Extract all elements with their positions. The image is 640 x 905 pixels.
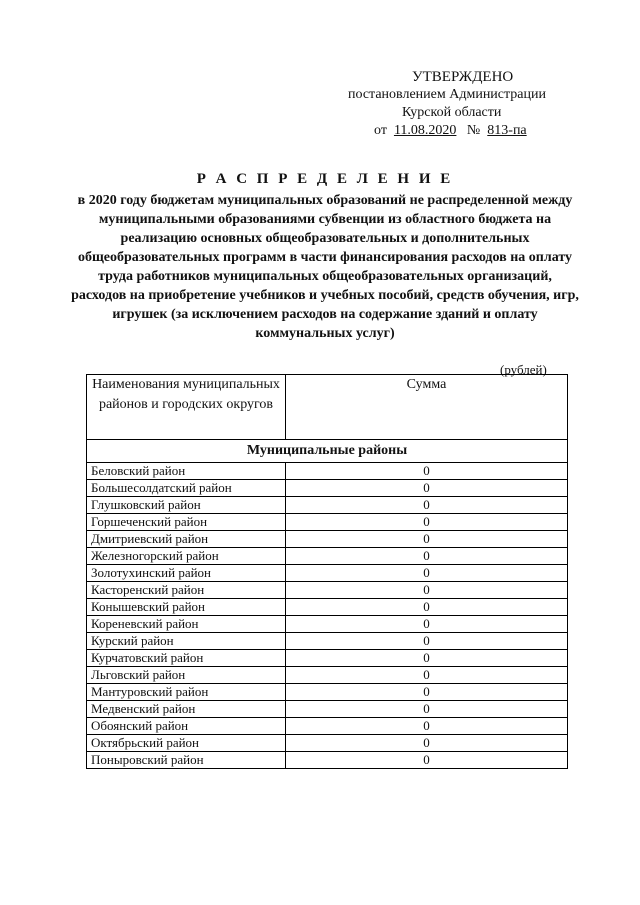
row-sum: 0 bbox=[286, 480, 568, 497]
table-row bbox=[87, 684, 568, 701]
header-sum: Сумма bbox=[286, 375, 568, 440]
table-row bbox=[87, 480, 568, 497]
table-row bbox=[87, 633, 568, 650]
row-sum: 0 bbox=[286, 633, 568, 650]
approval-number: 813-па bbox=[487, 123, 527, 138]
table-row bbox=[87, 463, 568, 480]
row-sum: 0 bbox=[286, 616, 568, 633]
row-name: Конышевский район bbox=[87, 599, 286, 616]
table-row bbox=[87, 701, 568, 718]
row-sum: 0 bbox=[286, 463, 568, 480]
table-row bbox=[87, 650, 568, 667]
row-name: Золотухинский район bbox=[87, 565, 286, 582]
approval-line-2: Курской области bbox=[402, 105, 502, 120]
approval-title: УТВЕРЖДЕНО bbox=[412, 69, 514, 85]
row-name: Мантуровский район bbox=[87, 684, 286, 701]
row-sum: 0 bbox=[286, 650, 568, 667]
row-name: Медвенский район bbox=[87, 701, 286, 718]
approval-stamp bbox=[340, 68, 580, 140]
table-row bbox=[87, 718, 568, 735]
table-row bbox=[87, 531, 568, 548]
row-sum: 0 bbox=[286, 752, 568, 769]
row-name: Поныровский район bbox=[87, 752, 286, 769]
row-sum: 0 bbox=[286, 582, 568, 599]
row-name: Большесолдатский район bbox=[87, 480, 286, 497]
header-name: Наименования муниципальных районов и городских округов bbox=[87, 375, 286, 440]
row-sum: 0 bbox=[286, 565, 568, 582]
table-row bbox=[87, 514, 568, 531]
table-row bbox=[87, 582, 568, 599]
row-name: Курчатовский район bbox=[87, 650, 286, 667]
section-row bbox=[87, 440, 568, 463]
row-sum: 0 bbox=[286, 718, 568, 735]
date-prefix: от bbox=[374, 123, 387, 138]
table-row bbox=[87, 497, 568, 514]
number-prefix: № bbox=[466, 123, 481, 138]
row-sum: 0 bbox=[286, 701, 568, 718]
row-sum: 0 bbox=[286, 548, 568, 565]
table-row bbox=[87, 599, 568, 616]
row-name: Кореневский район bbox=[87, 616, 286, 633]
row-sum: 0 bbox=[286, 667, 568, 684]
row-name: Льговский район bbox=[87, 667, 286, 684]
approval-date-line bbox=[340, 122, 580, 140]
row-name: Касторенский район bbox=[87, 582, 286, 599]
table-row bbox=[87, 565, 568, 582]
document-heading bbox=[70, 170, 580, 343]
table-row bbox=[87, 752, 568, 769]
document-subtitle: в 2020 году бюджетам муниципальных образований не распределенной между муниципальными образованиями субвенции из областного бюджета на реализацию основных общеобразовательных и дополнительных общеобразовательных программ в части финансирования расходов на оплату труда работников муниципальных общеобразовательных организаций, расходов на приобретение учебников и учебных пособий, средств обучения, игр, игрушек (за исключением расходов на содержание зданий и оплату коммунальных услуг) bbox=[71, 193, 579, 341]
table-row bbox=[87, 735, 568, 752]
row-sum: 0 bbox=[286, 599, 568, 616]
distribution-table bbox=[86, 374, 568, 769]
row-name: Курский район bbox=[87, 633, 286, 650]
row-sum: 0 bbox=[286, 497, 568, 514]
row-name: Беловский район bbox=[87, 463, 286, 480]
table-row bbox=[87, 548, 568, 565]
row-name: Октябрьский район bbox=[87, 735, 286, 752]
table-row bbox=[87, 667, 568, 684]
row-sum: 0 bbox=[286, 531, 568, 548]
row-sum: 0 bbox=[286, 514, 568, 531]
row-name: Глушковский район bbox=[87, 497, 286, 514]
unit-label: (рублей) bbox=[500, 362, 547, 377]
row-name: Обоянский район bbox=[87, 718, 286, 735]
row-name: Железногорский район bbox=[87, 548, 286, 565]
table-header-row bbox=[87, 375, 568, 440]
row-sum: 0 bbox=[286, 684, 568, 701]
document-title: Р А С П Р Е Д Е Л Е Н И Е bbox=[196, 171, 454, 187]
section-title: Муниципальные районы bbox=[87, 440, 568, 463]
approval-date: 11.08.2020 bbox=[393, 123, 457, 138]
table-row bbox=[87, 616, 568, 633]
row-name: Горшеченский район bbox=[87, 514, 286, 531]
row-name: Дмитриевский район bbox=[87, 531, 286, 548]
row-sum: 0 bbox=[286, 735, 568, 752]
approval-line-1: постановлением Администрации bbox=[348, 87, 546, 102]
